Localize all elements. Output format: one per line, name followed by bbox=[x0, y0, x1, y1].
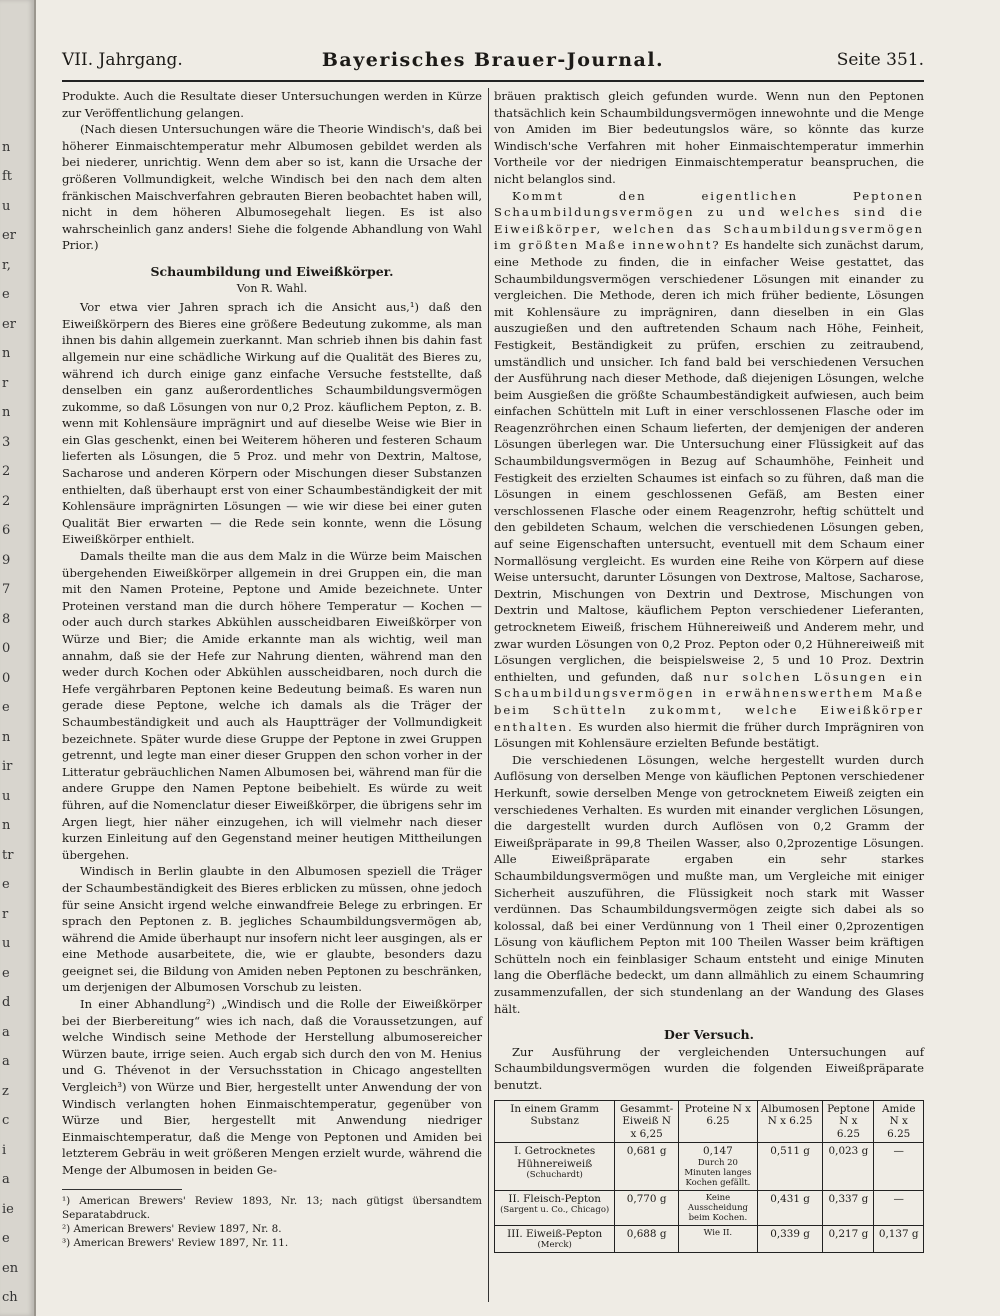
table-cell: 0,681 g bbox=[615, 1143, 679, 1191]
paragraph: Kommt den eigentlichen Peptonen Schaumbildungsvermögen zu und welches sind die Eiweißkörper, welchen das Schaumbildungsvermögen im größten Maße innewohnt? Es handelte sich zunächst darum, eine Methode zu finden, die in einfacher Weise gestattet, das Schaumbildungsvermögen verschiedener Lösungen mit einander zu vergleichen. Die Methode, deren ich mich früher bediente, Lösungen mit Kohlensäure zu imprägniren, dann dieselben in ein Glas auszugießen und den auftretenden Schaum nach Höhe, Feinheit, Festigkeit, Beständigkeit zu prüfen, erschien zu zeitraubend, umständlich und unsicher. Ich fand bald bei verschiedenen Versuchen der Ausführung nach dieser Methode, daß diejenigen Lösungen, welche beim Ausgießen die größte Schaumbeständigkeit aufwiesen, auch beim einfachen Schütteln mit Luft in einer verschlossenen Flasche oder im Reagenzröhrchen einen Schaum lieferten, der demjenigen der anderen Lösungen überlegen war. Die Untersuchung einer Flüssigkeit auf das Schaumbildungsvermögen in Bezug auf Schaumhöhe, Feinheit und Festigkeit des erzielten Schaumes ist einfach so zu führen, daß man die Lösungen in einem geschlossenen Gefäß, am Besten einer verschlossenen Flasche oder einem Reagenzrohr, heftig schüttelt und den gebildeten Schaum, welchen die verschiedenen Lösungen geben, auf seine Eigenschaften untersucht, eventuell mit dem Schaum einer Normallösung vergleicht. Es wurden eine Reihe von Körpern auf diese Weise untersucht, darunter Lösungen von Dextrose, Maltose, Sacharose, Dextrin, Mischungen von Dextrin und Dextrose, Mischungen von Dextrin und Maltose, käuflichem Pepton verschiedener Lieferanten, getrocknetem Eiweiß, frischem Hühnereiweiß und Anderem mehr, und zwar wurden Lösungen von 0,2 Proz. Pepton oder 0,2 Hühnereiweiß mit Lösungen verglichen, die beispielsweise 2, 5 und 10 Proz. Dextrin enthielten, und gefunden, daß nur solchen Lösungen ein Schaumbildungsvermögen in erwähnenswerthem Maße beim Schütteln zukommt, welche Eiweißkörper enthalten. Es wurden also hiermit die früher durch Imprägniren von Lösungen mit Kohlensäure erzielten Befunde bestätigt. bbox=[494, 188, 925, 751]
margin-glyph: n bbox=[2, 818, 11, 833]
margin-glyph: 9 bbox=[2, 553, 11, 568]
margin-glyph: n bbox=[2, 730, 11, 745]
section-title: Schaumbildung und Eiweißkörper. bbox=[150, 263, 394, 279]
paragraph: Produkte. Auch die Resultate dieser Untersuchungen werden in Kürze zur Veröffentlichung gelangen. bbox=[62, 89, 482, 120]
margin-glyph: 0 bbox=[2, 671, 11, 686]
table-header: Albumosen N x 6.25 bbox=[757, 1100, 822, 1143]
margin-glyph: n bbox=[2, 346, 11, 361]
footnote-2: ²) American Brewers' Review 1897, Nr. 8. bbox=[62, 1222, 282, 1235]
spaced-question: Kommt den eigentlichen Peptonen Schaumbildungsvermögen zu und welches sind die Eiweißkörper, welchen das Schaumbildungsvermögen im größten Maße innewohnt? bbox=[494, 188, 924, 253]
margin-glyph: u bbox=[2, 936, 11, 951]
page-number: Seite 351. bbox=[836, 50, 924, 70]
margin-glyph: e bbox=[2, 1231, 10, 1246]
table-cell: 0,339 g bbox=[757, 1225, 822, 1253]
journal-title: Bayerisches Brauer-Journal. bbox=[321, 49, 665, 71]
table-cell: 0,511 g bbox=[757, 1143, 822, 1191]
table-cell: 0,431 g bbox=[757, 1190, 822, 1225]
margin-glyph: ch bbox=[2, 1290, 18, 1305]
table-cell: 0,337 g bbox=[823, 1190, 874, 1225]
table-header-row bbox=[495, 1100, 924, 1143]
margin-glyph: ie bbox=[2, 1202, 14, 1217]
table-cell: — bbox=[874, 1143, 924, 1191]
margin-glyph: 7 bbox=[2, 582, 11, 597]
margin-glyph: n bbox=[2, 140, 11, 155]
table-cell: II. Fleisch-Pepton (Sargent u. Co., Chicago) bbox=[495, 1190, 615, 1225]
paragraph: (Nach diesen Untersuchungen wäre die Theorie Windisch's, daß bei höherer Einmaischtemperatur mehr Albumosen gebildet werden als bei niederer, unrichtig. Wenn dem aber so ist, kann die Ursache der größeren Vollmundigkeit, welche Windisch bei den nach dem alten fränkischen Maischverfahren gebrauten Bieren beobachtet haben will, nicht in dem höheren Albumosegehalt liegen. Es ist also wahrscheinlich ganz anders! Siehe die folgende Abhandlung von Wahl Prior.) bbox=[62, 122, 482, 253]
table-header: Amide N x 6.25 bbox=[874, 1100, 924, 1143]
footnote-1: ¹) American Brewers' Review 1893, Nr. 13; nach gütigst übersandtem Separatabdruck. bbox=[62, 1194, 482, 1221]
margin-glyph: 0 bbox=[2, 641, 11, 656]
author-line: Von R. Wahl. bbox=[236, 281, 308, 295]
table-header: Gesammt-Eiweiß N x 6,25 bbox=[615, 1100, 679, 1143]
header-rule bbox=[62, 80, 924, 82]
margin-glyph: 3 bbox=[2, 435, 11, 450]
table-header: In einem Gramm Substanz bbox=[495, 1100, 615, 1143]
paragraph: Windisch in Berlin glaubte in den Albumosen speziell die Träger der Schaumbeständigkeit des Bieres erblicken zu müssen, ohne jedoch für seine Ansicht irgend welche einwandfreie Belege zu erbringen. Er sprach den Peptonen z. B. jegliches Schaumbildungsvermögen ab, während die Amide überhaupt nur insofern nicht leer ausgingen, als er eine Methode ausarbeitete, die, wie er glaubte, besonders dazu geeignet sei, die Bildung von Amiden neben Peptonen zu beschränken, um derjenigen der Albumosen Vorschub zu leisten. bbox=[62, 864, 482, 995]
table-cell: Wie II. bbox=[678, 1225, 757, 1253]
volume-label: VII. Jahrgang. bbox=[62, 50, 183, 70]
left-column bbox=[62, 88, 482, 1250]
margin-glyph: r bbox=[2, 907, 9, 922]
column-divider bbox=[488, 88, 489, 1302]
paragraph: Zur Ausführung der vergleichenden Untersuchungen auf Schaumbildungsvermögen wurden die folgenden Eiweißpräparate benutzt. bbox=[494, 1044, 924, 1093]
margin-glyph: a bbox=[2, 1054, 10, 1069]
margin-glyph: z bbox=[2, 1084, 9, 1099]
margin-glyph: tr bbox=[2, 848, 14, 863]
protein-table bbox=[494, 1100, 924, 1254]
paragraph: In einer Abhandlung²) „Windisch und die Rolle der Eiweißkörper bei der Bierbereitung“ wies ich nach, daß die Voraussetzungen, auf welche Windisch seine Methode der Herstellung albumosereicher Würzen baute, irrige seien. Auch ergab sich durch den von M. Henius und G. Thévenot in der Versuchsstation in Chicago angestellten Vergleich³) von Würze und Bier, hergestellt unter Anwendung der von Windisch verlangten hohen Einmaischtemperatur, gegenüber von Würze und Bier, hergestellt mit Anwendung niedriger Einmaischtemperatur, daß die Menge von Peptonen und Amiden bei letzterem Gebräu in weit größeren Mengen erzielt wurde, während die Menge der Albumosen in beiden Ge- bbox=[62, 997, 482, 1177]
margin-glyph: d bbox=[2, 995, 11, 1010]
margin-glyph: e bbox=[2, 287, 10, 302]
footnote-rule bbox=[62, 1189, 182, 1190]
paragraph: Damals theilte man die aus dem Malz in die Würze beim Maischen übergehenden Eiweißkörper allgemein in drei Gruppen ein, die man mit den Namen Proteine, Peptone und Amide bezeichnete. Unter Proteinen verstand man die durch höhere Temperatur — Kochen — oder auch durch starkes Abkühlen ausscheidbaren Eiweißkörper von Würze und Bier; die Amide erkannte man als wichtig, weil man annahm, daß sie der Hefe zur Nahrung dienten, während man den weder durch Kochen oder Abkühlen ausscheidbaren, noch durch die Hefe vergährbaren Peptonen keine Bedeutung beimaß. Es waren nun gerade diese Peptone, welche ich damals als die Träger der Schaumbeständigkeit und auch als Hauptträger der Vollmundigkeit bezeichnete. Später wurde diese Gruppe der Peptone in zwei Gruppen getrennt, und legte man einer dieser Gruppen den schon vorher in der Litteratur gebräuchlichen Namen Albumosen bei, während man für die andere Gruppe den Namen Peptone beibehielt. Es würde zu weit führen, auf die Nomenclatur dieser Eiweißkörper, die übrigens sehr im Argen liegt, hier näher einzugehen, ich will vielmehr nach dieser kurzen Einleitung auf den Gegenstand meiner heutigen Mittheilungen übergehen. bbox=[62, 549, 483, 862]
margin-glyph: u bbox=[2, 199, 11, 214]
margin-glyph: e bbox=[2, 700, 10, 715]
margin-glyph: u bbox=[2, 789, 11, 804]
table-cell: I. Getrocknetes Hühnereiweiß (Schuchardt) bbox=[495, 1143, 615, 1191]
paragraph: bräuen praktisch gleich gefunden wurde. Wenn nun den Peptonen thatsächlich kein Schaumbildungsvermögen innewohnte und die Menge von Amiden im Bier bedeutungslos wäre, so könnte das kurze Windisch'sche Verfahren mit hoher Einmaischtemperatur immerhin Vortheile vor der niedrigen Einmaischtemperatur beanspruchen, die nicht belanglos sind. bbox=[494, 89, 924, 186]
section-title: Der Versuch. bbox=[664, 1027, 754, 1043]
margin-glyph: r bbox=[2, 376, 9, 391]
table-cell: 0,688 g bbox=[615, 1225, 679, 1253]
margin-glyph: 6 bbox=[2, 523, 11, 538]
paragraph: Die verschiedenen Lösungen, welche hergestellt wurden durch Auflösung von derselben Menge von käuflichen Peptonen verschiedener Herkunft, sowie derselben Menge von getrocknetem Eiweiß zeigten ein verschiedenes Verhalten. Es wurden mit einander verglichen Lösungen, die dargestellt wurden durch Auflösen von 0,2 Gramm der Eiweißpräparate in 99,8 Theilen Wasser, also 0,2prozentige Lösungen. Alle Eiweißpräparate ergaben ein sehr starkes Schaumbildungsvermögen und mußte man, um Vergleiche mit einiger Sicherheit auszuführen, die Flüssigkeit noch stark mit Wasser verdünnen. Das Schaumbildungsvermögen zeigte sich dabei als so kolossal, daß bei einer Verdünnung von 1 Theil einer 0,2prozentigen Lösung von käuflichem Pepton mit 100 Theilen Wasser beim kräftigen Schütteln noch ein feinblasiger Schaum entsteht und einige Minuten lang die Oberfläche bedeckt, um dann allmählich zu einem Schaumring zusammenzufallen, der sich stundenlang an der Wandung des Glases hält. bbox=[494, 752, 924, 1016]
table-cell: III. Eiweiß-Pepton (Merck) bbox=[495, 1225, 615, 1253]
margin-glyph: 2 bbox=[2, 464, 11, 479]
margin-glyph: r, bbox=[2, 258, 11, 273]
table-cell: Keine Ausscheidung beim Kochen. bbox=[678, 1190, 757, 1225]
table-cell: 0,770 g bbox=[615, 1190, 679, 1225]
footnote-3: ³) American Brewers' Review 1897, Nr. 11. bbox=[62, 1236, 289, 1249]
margin-glyph: 2 bbox=[2, 494, 11, 509]
spaced-finding: nur solchen Lösungen ein Schaumbildungsvermögen in erwähnenswerthem Maße beim Schütteln zukommt, welche Eiweißkörper enthalten. bbox=[494, 669, 925, 734]
table-row bbox=[495, 1225, 924, 1253]
table-cell: 0,137 g bbox=[874, 1225, 924, 1253]
running-head bbox=[62, 50, 924, 80]
margin-glyph: er bbox=[2, 228, 16, 243]
paragraph: Vor etwa vier Jahren sprach ich die Ansicht aus,¹) daß den Eiweißkörpern des Bieres eine größere Bedeutung zukomme, als man ihnen bis dahin allgemein zuerkannt. Man schrieb ihnen bis dahin fast allgemein nur eine schädliche Wirkung auf die Qualität des Bieres zu, während ich durch einige ganz einfache Versuche feststellte, daß denselben ein ganz außerordentliches Schaumbildungsvermögen zukomme, so daß Lösungen von nur 0,2 Proz. käuflichem Pepton, z. B. wenn mit Kohlensäure imprägnirt und auf dieselbe Weise wie Bier in ein Glas geschenkt, einen bei Weiterem höheren und festeren Schaum lieferten als Lösungen, die 5 Proz. und mehr von Dextrin, Maltose, Sacharose und anderen Körpern oder Mischungen dieser Substanzen enthielten, daß überhaupt erst von einer Schaumbeständigkeit der mit Kohlensäure imprägnirten Lösungen — wie wir diese bei einer guten Qualität Bier erwarten — die Rede sein konnte, wenn die Lösung Eiweißkörper enthielt. bbox=[62, 300, 482, 547]
table-header: Peptone N x 6.25 bbox=[823, 1100, 874, 1143]
margin-glyph: c bbox=[2, 1113, 10, 1128]
margin-glyph: e bbox=[2, 877, 10, 892]
margin-glyph: a bbox=[2, 1172, 10, 1187]
table-cell: 0,023 g bbox=[823, 1143, 874, 1191]
right-column bbox=[494, 88, 924, 1253]
table-cell: 0,217 g bbox=[823, 1225, 874, 1253]
margin-glyph: e bbox=[2, 966, 10, 981]
margin-glyph: ir bbox=[2, 759, 13, 774]
margin-glyph: en bbox=[2, 1261, 19, 1276]
margin-glyph: i bbox=[2, 1143, 7, 1158]
table-cell: — bbox=[874, 1190, 924, 1225]
margin-glyph: 8 bbox=[2, 612, 11, 627]
margin-glyph: ft bbox=[2, 169, 13, 184]
table-header: Proteine N x 6.25 bbox=[678, 1100, 757, 1143]
table-row bbox=[495, 1190, 924, 1225]
table-row bbox=[495, 1143, 924, 1191]
margin-glyph: er bbox=[2, 317, 16, 332]
margin-glyph: n bbox=[2, 405, 11, 420]
table-cell: 0,147 Durch 20 Minuten langes Kochen gefällt. bbox=[678, 1143, 757, 1191]
margin-glyph: a bbox=[2, 1025, 10, 1040]
previous-page-margin bbox=[0, 0, 36, 1316]
